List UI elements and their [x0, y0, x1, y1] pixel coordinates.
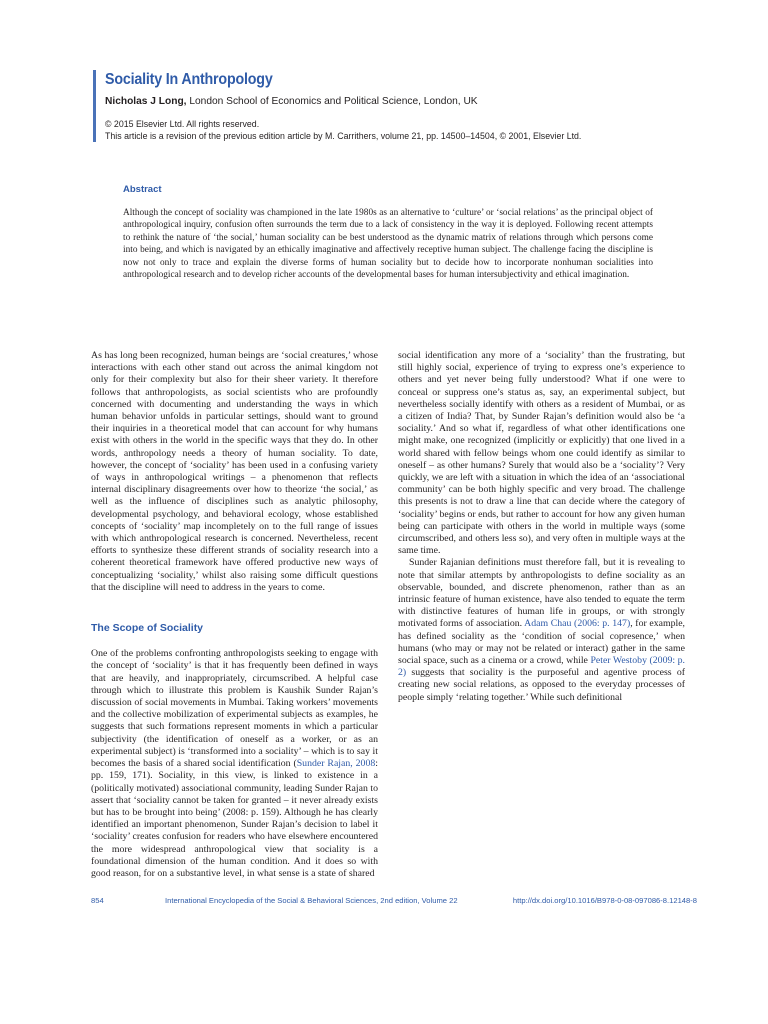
citation-link-sunder-rajan[interactable]: Sunder Rajan, 2008 — [296, 758, 376, 770]
body-column-right — [398, 350, 685, 704]
citation-link-westoby[interactable]: Peter Westoby (2009: p. 2) — [398, 655, 685, 679]
scope-paragraph-2 — [398, 557, 685, 703]
author-line — [105, 95, 725, 109]
citation-link-chau[interactable]: Adam Chau (2006: p. 147) — [524, 618, 631, 630]
journal-name: International Encyclopedia of the Social & Behavioral Sciences, 2nd edition, Volume 22 — [165, 896, 458, 905]
intro-paragraph: As has long been recognized, human beings are ‘social creatures,’ whose interactions with each other stand out across the animal kingdom not only for their complexity but also for their sheer variety. It therefore follows that anthropologists, as social scientists who are profoundly concerned with documenting and understanding the ways in which human behavior unfolds in particular settings, should want to ground their inquiries in a theoretical model that can account for why humans exist with others in the world in the specific ways that they do. In other words, anthropology needs a theory of human sociality. To date, however, the concept of ‘sociality’ has been used in a confusing variety of ways in anthropological writings – a phenomenon that reflects internal disciplinary disagreements over how to theorize ‘the social,’ as well as the influence of disciplines such as analytic philosophy, developmental psychology, and behavioral ecology, whose established concepts of ‘sociality’ map incompletely on to the full range of issues with which anthropological research is concerned. Nevertheless, recent efforts to synthesize these different strands of sociality research into a coherent theoretical framework have offered productive new ways of conceptualizing ‘sociality,’ whilst also raising some difficult questions that the discipline will need to address in the years to come. — [91, 350, 378, 593]
scope-p2-text-b: , for example, has defined sociality as the ‘condition of social copresence,’ when humans (who may or may not be related or interact) gather in the same social space, such as a cinema or a crowd, while — [398, 618, 685, 667]
author-affiliation: London School of Economics and Political Science, London, UK — [186, 96, 478, 107]
scope-paragraph-1-start — [91, 648, 378, 880]
author-name: Nicholas J Long, — [105, 96, 187, 107]
doi-link[interactable]: http://dx.doi.org/10.1016/B978-0-08-097086-8.12148-8 — [512, 896, 697, 905]
abstract-text: Although the concept of sociality was championed in the late 1980s as an alternative to ‘culture’ or ‘social relations’ as the principal object of anthropological inquiry, confusion often surrounds the term due to a lack of consistency in the way it is deployed. Following recent attempts to rethink the nature of ‘the social,’ human sociality can be best understood as the dynamic matrix of relations through which persons come into being, and which is navigated by an ethically imaginative and affectively receptive human subject. The challenge facing the discipline is now not only to trace and explain the diverse forms of human sociality but to decide how to incorporate nonhuman socialities into anthropological research and to develop richer accounts of the developmental bases for human intersubjectivity and ethical imagination. — [123, 208, 653, 281]
scope-p1-text-b: : pp. 159, 171). Sociality, in this view, is linked to existence in a (politically motivated) associational community, leading Sunder Rajan to assert that ‘sociality cannot be taken for granted – it never already exists but has to be brought into being’ (2008: p. 159). Although he has clearly identified an important phenomenon, Sunder Rajan’s decision to label it ‘sociality’ creates confusion for readers who have elsewhere encountered the more widespread anthropological view that sociality is a foundational dimension of the human condition. And it does so with good reason, for on a substantive level, in what sense is a state of shared — [91, 758, 378, 879]
section-heading: The Scope of Sociality — [91, 622, 204, 635]
body-column-left — [91, 350, 378, 880]
scope-paragraph-1-continued: social identification any more of a ‘sociality’ than the frustrating, but still highly social, experience of trying to express one’s experience to others and yet never being fully understood? What if one were to conceal or suppress one’s status as, say, an experimental subject, but nevertheless socially identify with others as a resident of Mumbai, or as a citizen of India? That, by Sunder Rajan’s definition would also be ‘a sociality.’ And so what if, regardless of what other identifications one might make, one recognized (implicitly or explicitly) that one lived in a world shared with fellow beings whom one could identify as similar to oneself – as other humans? Surely that would also be a ‘sociality’? Very quickly, we are left with a situation in which the idea of an ‘associational community’ can be both highly specific and very broad. The challenge this presents is not to draw a line that can decide where the category of ‘sociality’ begins or ends, but rather to account for how any given human being can participate with others in the world in multiple ways (some circumscribed, and others less so), and very often in multiple ways at the same time. — [398, 350, 685, 557]
article-title: Sociality In Anthropology — [105, 71, 273, 88]
copyright-notice: © 2015 Elsevier Ltd. All rights reserved. — [105, 119, 260, 129]
revision-note: This article is a revision of the previous edition article by M. Carrithers, volume 21, pp. 14500–14504, © 2001, Elsevier Ltd. — [105, 131, 582, 141]
abstract-heading: Abstract — [123, 184, 162, 195]
scope-p2-text-a: Sunder Rajanian definitions must therefore fall, but it is revealing to note that similar attempts by anthropologists to define sociality as an observable, bounded, and discrete phenomenon, rather than as an intrinsic feature of human existence, have also tended to equate the term with distinctive features of human life in groups, or with strongly motivated forms of association. — [398, 557, 685, 630]
article-header — [93, 70, 725, 142]
article-meta — [105, 118, 725, 142]
page-number: 854 — [91, 896, 104, 905]
scope-p2-text-c: suggests that sociality is the purposeful and agentive process of creating new social relations, as opposed to the everyday processes of people simply ‘relating together.’ While such definitional — [398, 667, 685, 703]
scope-p1-text-a: One of the problems confronting anthropologists seeking to engage with the concept of ‘sociality’ is that it has frequently been defined in ways that are heavily, and inappropriately, circumscribed. A helpful case through which to illustrate this problem is Kaushik Sunder Rajan’s discussion of social movements in Mumbai. Taking workers’ movements and the collective mobilization of experimental subjects as examples, he suggests that such formations represent moments in which a particular subjectivity (the identification of oneself as a worker, or as an experimental subject) is ‘transformed into a sociality’ – which is to say it becomes the basis of a shared social identification ( — [91, 648, 378, 770]
